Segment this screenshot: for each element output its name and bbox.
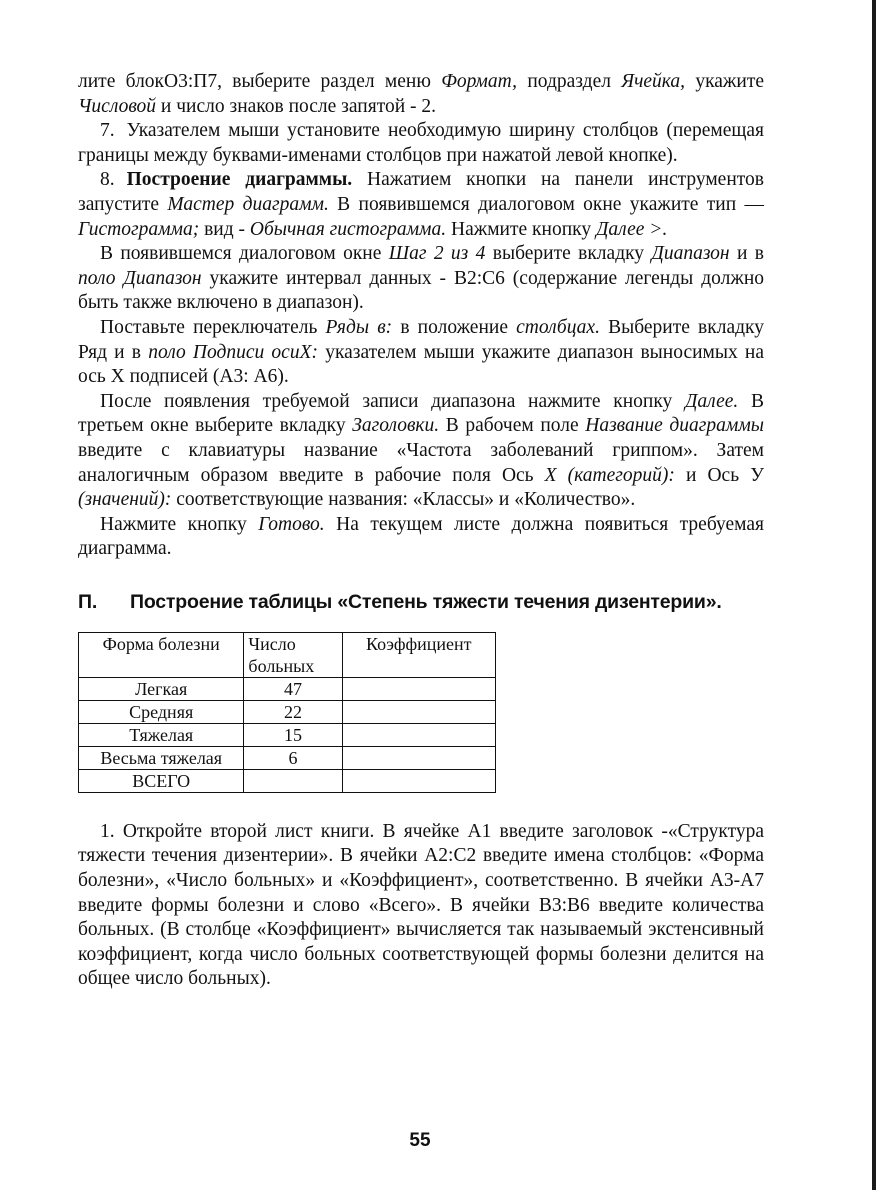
table-cell: 47 bbox=[244, 677, 342, 700]
table-cell bbox=[244, 769, 342, 792]
table-row bbox=[79, 700, 496, 723]
table-header-cell: Коэффициент bbox=[342, 632, 496, 677]
paragraph-continuation: лите блокО3:П7, выберите раздел меню Формат, подраздел Ячейка, укажите Числовой и число знаков после запятой - 2. bbox=[78, 71, 765, 117]
table-cell bbox=[342, 700, 496, 723]
paragraph-step-7: 7. Указателем мыши установите необходимую ширину столбцов (перемещая границы между буквами-именами столбцов при нажатой левой кнопке). bbox=[78, 120, 764, 166]
dysentery-table bbox=[78, 632, 496, 793]
table-cell: Легкая bbox=[79, 677, 244, 700]
paragraph-series-switch: Поставьте переключатель Ряды в: в положение столбцах. Выберите вкладку Ряд и в поло Подписи осиХ: указателем мыши укажите диапазон выносимых на ось X подписей (А3: А6). bbox=[78, 316, 764, 388]
paragraph-step-2-of-4: В появившемся диалоговом окне Шаг 2 из 4 выберите вкладку Диапазон и в поло Диапазон укажите интервал данных - В2:С6 (содержание легенды должно быть также включено в диапазон). bbox=[78, 243, 765, 314]
paragraph-step-8: 8. Построение диаграммы. Нажатием кнопки на панели инструментов запустите Мастер диаграмм. В появившемся диалоговом окне укажите тип — Гистограмма; вид - Обычная гистограмма. Нажмите кнопку Далее >. bbox=[78, 169, 764, 240]
section-heading: П. Построение таблицы «Степень тяжести течения дизентерии». bbox=[78, 590, 722, 613]
table-cell bbox=[342, 746, 496, 769]
table-header-row bbox=[79, 632, 496, 677]
table-cell: 15 bbox=[244, 723, 342, 746]
table-cell: Средняя bbox=[79, 700, 244, 723]
paragraph-finish: Нажмите кнопку Готово. На текущем листе должна появиться требуемая диаграмма. bbox=[78, 513, 764, 560]
page-number: 55 bbox=[409, 1130, 431, 1151]
table-row bbox=[79, 769, 496, 792]
table-cell: 22 bbox=[244, 700, 342, 723]
table-row bbox=[79, 723, 496, 746]
table-cell: 6 bbox=[244, 746, 342, 769]
table-cell: Весьма тяжелая bbox=[79, 746, 244, 769]
table-header-cell: Форма болезни bbox=[79, 632, 244, 677]
paragraph-open-second-sheet: 1. Откройте второй лист книги. В ячейке А1 введите заголовок -«Структура тяжести течения дизентерии». В ячейки А2:С2 введите имена столбцов: «Форма болезни», «Число больных» и «Коэффициент», соответственно. В ячейки А3-А7 введите формы болезни и слово «Всего». В ячейки В3:В6 введите количества больных. (В столбце «Коэффициент» вычисляется так называемый экстенсивный коэффициент, когда число больных соответствующей формы болезни делится на общее число больных). bbox=[78, 820, 764, 990]
table-row bbox=[79, 677, 496, 700]
table-cell: Тяжелая bbox=[79, 723, 244, 746]
table-header-cell: Число больных bbox=[244, 632, 342, 677]
page-body bbox=[78, 70, 764, 992]
table-cell bbox=[342, 677, 496, 700]
table-row bbox=[79, 746, 496, 769]
table-cell bbox=[342, 723, 496, 746]
table-cell: ВСЕГО bbox=[79, 769, 244, 792]
paragraph-titles: После появления требуемой записи диапазона нажмите кнопку Далее. В третьем окне выберите вкладку Заголовки. В рабочем поле Название диаграммы введите с клавиатуры название «Частота заболеваний гриппом». Затем аналогичным образом введите в рабочие поля Ось X (категорий): и Ось У (значений): соответствующие названия: «Классы» и «Количество». bbox=[78, 390, 764, 511]
table-cell bbox=[342, 769, 496, 792]
page-edge bbox=[872, 0, 876, 1190]
